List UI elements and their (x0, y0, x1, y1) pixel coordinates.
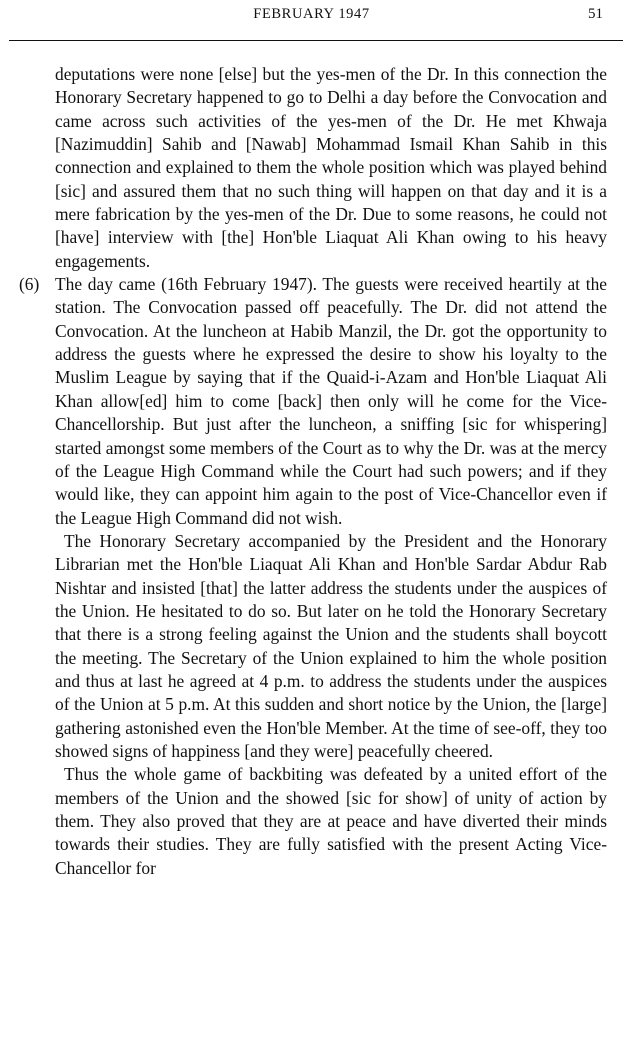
numbered-item-6 (19, 273, 607, 530)
paragraph-backbiting: Thus the whole game of backbiting was defeated by a united effort of the members of the Union and the showed [sic for show] of unity of action by them. They also proved that they are at peace and have diverted their minds towards their studies. They are fully satisfied with the present Acting Vice-Chancellor for (55, 764, 607, 878)
body-text (19, 63, 607, 880)
item-6-text: The day came (16th February 1947). The guests were received heartily at the station. The Convocation passed off peacefully. The Dr. did not attend the Convocation. At the luncheon at Habib Manzil, the Dr. got the opportunity to address the guests where he expressed the desire to show his loyalty to the Muslim League by saying that if the Quaid-i-Azam and Hon'ble Liaquat Ali Khan allow[ed] him to come [back] then only will he come for the Vice-Chancellorship. But just after the luncheon, a sniffing [sic for whispering] started amongst some members of the Court as to why the Dr. was at the mercy of the League High Command while the Court had such powers; and if they would like, they can appoint him again to the post of Vice-Chancellor even if the League High Command did not wish. (55, 274, 607, 528)
page-header (0, 6, 623, 28)
page-number: 51 (588, 6, 603, 22)
header-rule (9, 40, 623, 41)
paragraph-honorary-secretary: The Honorary Secretary accompanied by the President and the Honorary Librarian met the Hon'ble Liaquat Ali Khan and Hon'ble Sardar Abdur Rab Nishtar and insisted [that] the latter address the students under the auspices of the Union. He hesitated to do so. But later on he told the Honorary Secretary that there is a strong feeling against the Union and the students shall boycott the meeting. The Secretary of the Union explained to him the whole position and thus at last he agreed at 4 p.m. to address the students under the auspices of the Union at 5 p.m. At this sudden and short notice by the Union, the [large] gathering astonished even the Hon'ble Member. At the time of see-off, they too showed signs of happiness [and they were] peacefully cheered. (55, 530, 607, 761)
item-number: (6) (19, 274, 40, 295)
paragraph-continued: deputations were none [else] but the yes-men of the Dr. In this connection the Honorary Secretary happened to go to Delhi a day before the Convocation and came across such activities of the yes-men of the Dr. He met Khwaja [Nazimuddin] Sahib and [Nawab] Mohammad Ismail Khan Sahib in this connection and explained to them the whole position which was played behind [sic] and assured them that no such thing will happen on that day and it is a mere fabrication by the yes-men of the Dr. Due to some reasons, he could not [have] interview with [the] Hon'ble Liaquat Ali Khan owing to his heavy engagements. (55, 64, 607, 271)
running-title: FEBRUARY 1947 (253, 6, 370, 22)
